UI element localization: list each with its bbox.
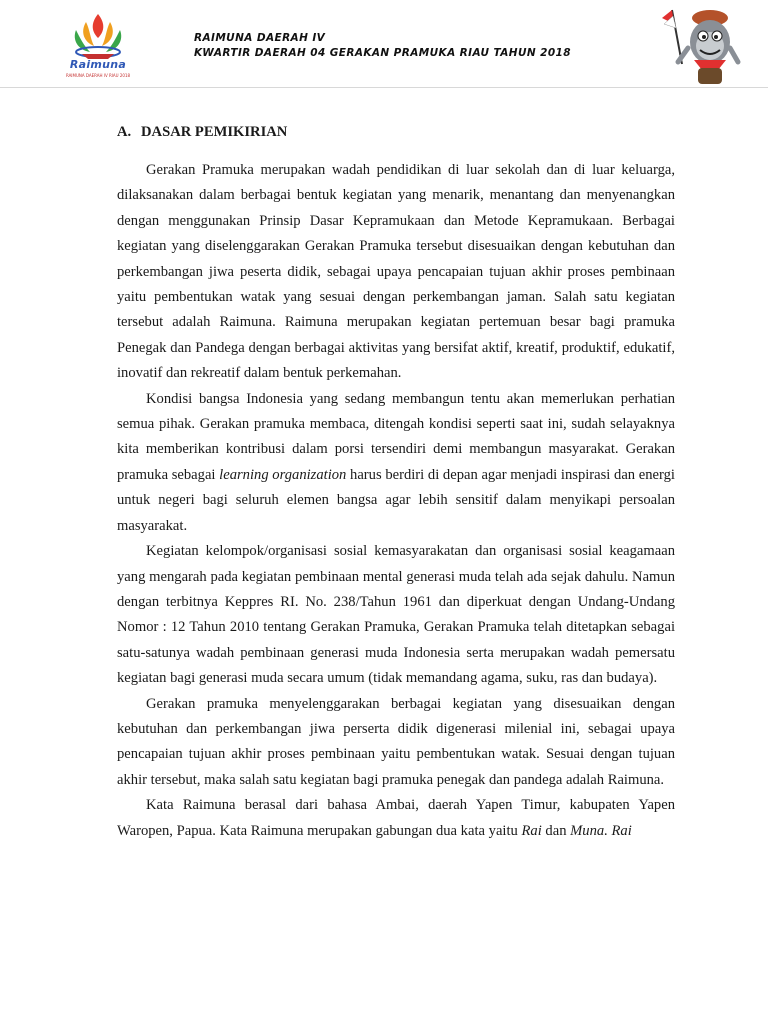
section-heading	[117, 120, 675, 145]
paragraph-italic-term: learning organization	[219, 466, 347, 483]
raimuna-logo	[62, 12, 134, 84]
mascot-with-flag-icon	[658, 4, 744, 88]
paragraph-text: harus berdiri di depan agar menjadi inspirasi dan energi untuk negeri bagi seluruh elemen bangsa agar lebih sensitif dalam menyikapi persoalan masyarakat.	[117, 466, 675, 534]
page-header	[0, 0, 768, 90]
raimuna-flame-logo-icon	[62, 12, 134, 62]
paragraph-text: dan	[541, 822, 571, 839]
logo-subtext: RAIMUNA DAERAH IV RIAU 2018	[65, 73, 131, 78]
paragraph	[117, 387, 675, 539]
section-title: DASAR PEMIKIRIAN	[141, 124, 288, 140]
paragraph	[117, 793, 675, 844]
paragraph: Gerakan Pramuka merupakan wadah pendidikan di luar sekolah dan di luar keluarga, dilaksanakan dalam berbagai bentuk kegiatan yang menarik, menantang dan menyenangkan dengan menggunakan Prinsip Dasar Kepramukaan dan Metode Kepramukaan. Berbagai kegiatan yang diselenggarakan Gerakan Pramuka tersebut disesuaikan dengan kebutuhan dan perkembangan jiwa peserta didik, sebagai upaya pencapaian tujuan akhir proses pembinaan yaitu pembentukan watak yang sesuai dengan perkembangan jaman. Salah satu kegiatan tersebut adalah Raimuna. Raimuna merupakan kegiatan pertemuan besar bagi pramuka Penegak dan Pandega dengan berbagai aktivitas yang bersifat aktif, kreatif, produktif, edukatif, inovatif dan rekreatif dalam bentuk perkemahan.	[117, 162, 675, 382]
paragraph: Kegiatan kelompok/organisasi sosial kemasyarakatan dan organisasi sosial keagamaan yang mengarah pada kegiatan pembinaan mental generasi muda telah ada sejak dahulu. Namun dengan terbitnya Keppres RI. No. 238/Tahun 1961 dan diperkuat dengan Undang-Undang Nomor : 12 Tahun 2010 tentang Gerakan Pramuka, Gerakan Pramuka telah ditetapkan sebagai satu-satunya wadah pembinaan generasi muda Indonesia serta merupakan wadah pemersatu kegiatan bagi generasi muda secara umum (tidak memandang agama, suku, ras dan budaya).	[117, 543, 675, 687]
document-body	[117, 120, 675, 844]
paragraph: Gerakan pramuka menyelenggarakan berbagai kegiatan yang disesuaikan dengan kebutuhan dan perkembangan jiwa perserta didik digenerasi milenial ini, sebagai upaya pencapaian tujuan akhir proses pembinaan yaitu pembentukan watak. Sesuai dengan tujuan akhir tersebut, maka salah satu kegiatan bagi pramuka penegak dan pandega adalah Raimuna.	[117, 695, 675, 788]
section-number: A.	[117, 124, 132, 140]
paragraph-text: Kata Raimuna berasal dari bahasa Ambai, daerah Yapen Timur, kabupaten Yapen Waropen, Papua. Kata Raimuna merupakan gabungan dua kata yaitu	[117, 797, 675, 839]
paragraph-italic-term: Muna. Rai	[570, 822, 632, 839]
paragraph-italic-term: Rai	[521, 822, 542, 839]
header-divider	[0, 87, 768, 88]
header-title	[194, 31, 571, 61]
paragraph-text: Kondisi bangsa Indonesia yang sedang membangun tentu akan memerlukan perhatian semua pihak. Gerakan pramuka membaca, ditengah kondisi seperti saat ini, sudah selayaknya kita memberikan kontribusi dalam porsi tersendiri demi membangun masyarakat. Gerakan pramuka sebagai	[117, 390, 675, 483]
logo-text: Raimuna	[69, 58, 127, 71]
header-title-line-2: KWARTIR DAERAH 04 GERAKAN PRAMUKA RIAU TAHUN 2018	[194, 47, 571, 59]
header-title-line-1: RAIMUNA DAERAH IV	[194, 32, 326, 44]
